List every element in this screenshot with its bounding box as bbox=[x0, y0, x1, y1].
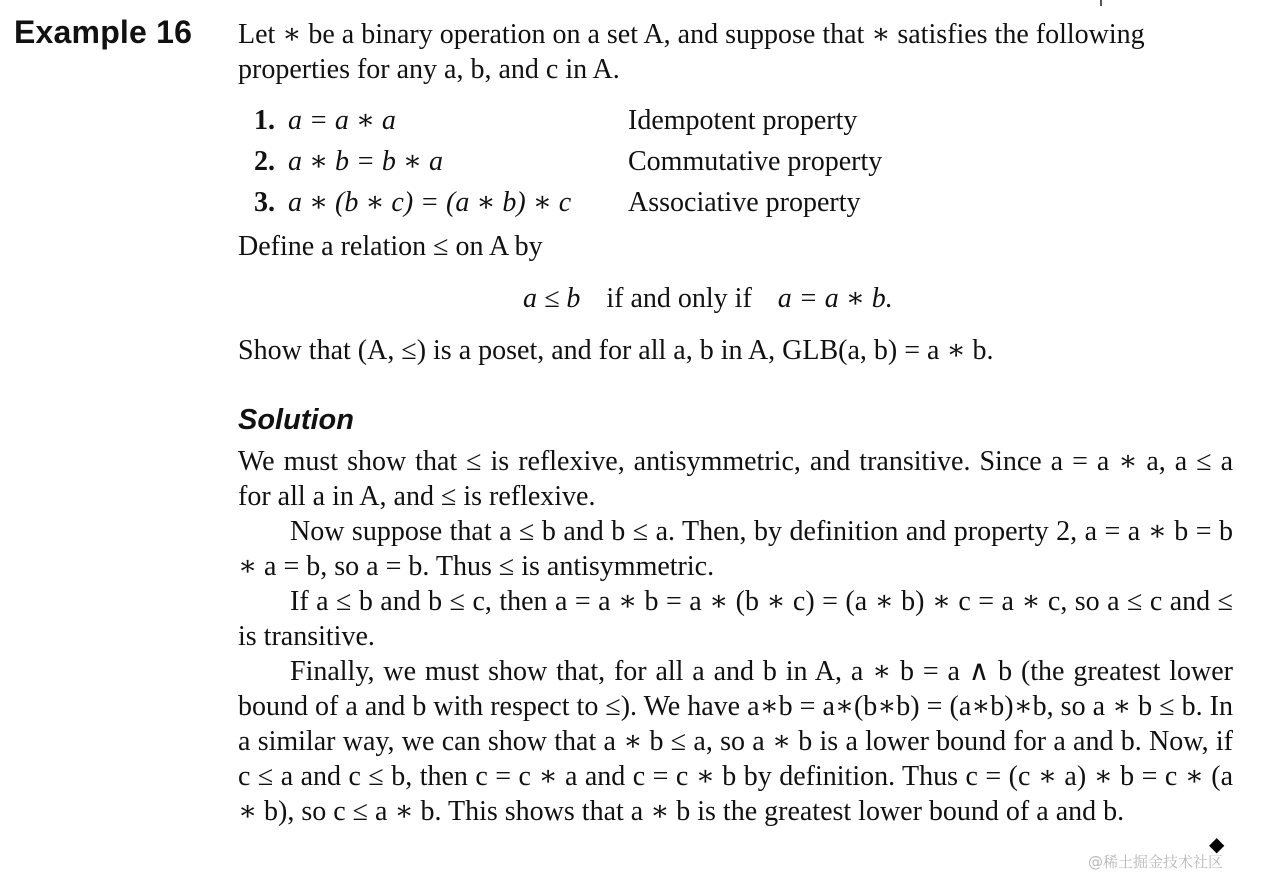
solution-paragraph: Now suppose that a ≤ b and b ≤ a. Then, by definition and property 2, a = a ∗ b = b ∗ a = b, so a = b. Thus ≤ is antisymmetric. bbox=[238, 516, 1233, 582]
display-equation bbox=[523, 281, 1233, 316]
property-expression: a = a ∗ a bbox=[288, 105, 396, 136]
example-intro: Let ∗ be a binary operation on a set A, and suppose that ∗ satisfies the following properties for any a, b, and c in A. bbox=[238, 19, 1145, 85]
watermark: @稀土掘金技术社区 bbox=[1088, 853, 1224, 871]
property-number: 3. bbox=[254, 187, 275, 218]
property-number: 2. bbox=[254, 146, 275, 177]
equation-connector: if and only if bbox=[606, 283, 752, 314]
page-corner-tick bbox=[1100, 0, 1102, 6]
property-name: Associative property bbox=[628, 187, 861, 218]
relation-definition: Define a relation ≤ on A by bbox=[238, 231, 543, 262]
solution-paragraph: We must show that ≤ is reflexive, antisymmetric, and transitive. Since a = a ∗ a, a ≤ a for all a in A, and ≤ is reflexive. bbox=[238, 446, 1233, 512]
equation-rhs: a = a ∗ b. bbox=[777, 283, 893, 314]
property-row bbox=[254, 182, 954, 223]
property-name: Commutative property bbox=[628, 146, 883, 177]
property-row bbox=[254, 141, 954, 182]
solution-paragraph: Finally, we must show that, for all a and b in A, a ∗ b = a ∧ b (the greatest lower bound of a and b with respect to ≤). We have a∗b = a∗(b∗b) = (a∗b)∗b, so a ∗ b ≤ b. In a similar way, we can show that a ∗ b ≤ a, so a ∗ b is a lower bound for a and b. Now, if c ≤ a and c ≤ b, then c = c ∗ a and c = c ∗ b by definition. Thus c = (c ∗ a) ∗ b = c ∗ (a ∗ b), so c ≤ a ∗ b. This shows that a ∗ b is the greatest lower bound of a and b. bbox=[238, 656, 1233, 827]
end-of-example-mark: ◆ bbox=[1209, 834, 1225, 856]
example-body bbox=[238, 17, 1233, 829]
example-label: Example 16 bbox=[14, 14, 193, 50]
property-expression: a ∗ b = b ∗ a bbox=[288, 146, 443, 177]
equation-lhs: a ≤ b bbox=[523, 283, 581, 314]
property-expression: a ∗ (b ∗ c) = (a ∗ b) ∗ c bbox=[288, 187, 572, 218]
solution-heading: Solution bbox=[238, 404, 354, 436]
solution-paragraph: If a ≤ b and b ≤ c, then a = a ∗ b = a ∗ (b ∗ c) = (a ∗ b) ∗ c = a ∗ c, so a ≤ c and ≤ is transitive. bbox=[238, 586, 1233, 652]
property-number: 1. bbox=[254, 105, 275, 136]
property-row bbox=[254, 100, 954, 141]
properties-table bbox=[254, 100, 954, 223]
problem-statement: Show that (A, ≤) is a poset, and for all a, b in A, GLB(a, b) = a ∗ b. bbox=[238, 335, 994, 366]
property-name: Idempotent property bbox=[628, 105, 858, 136]
